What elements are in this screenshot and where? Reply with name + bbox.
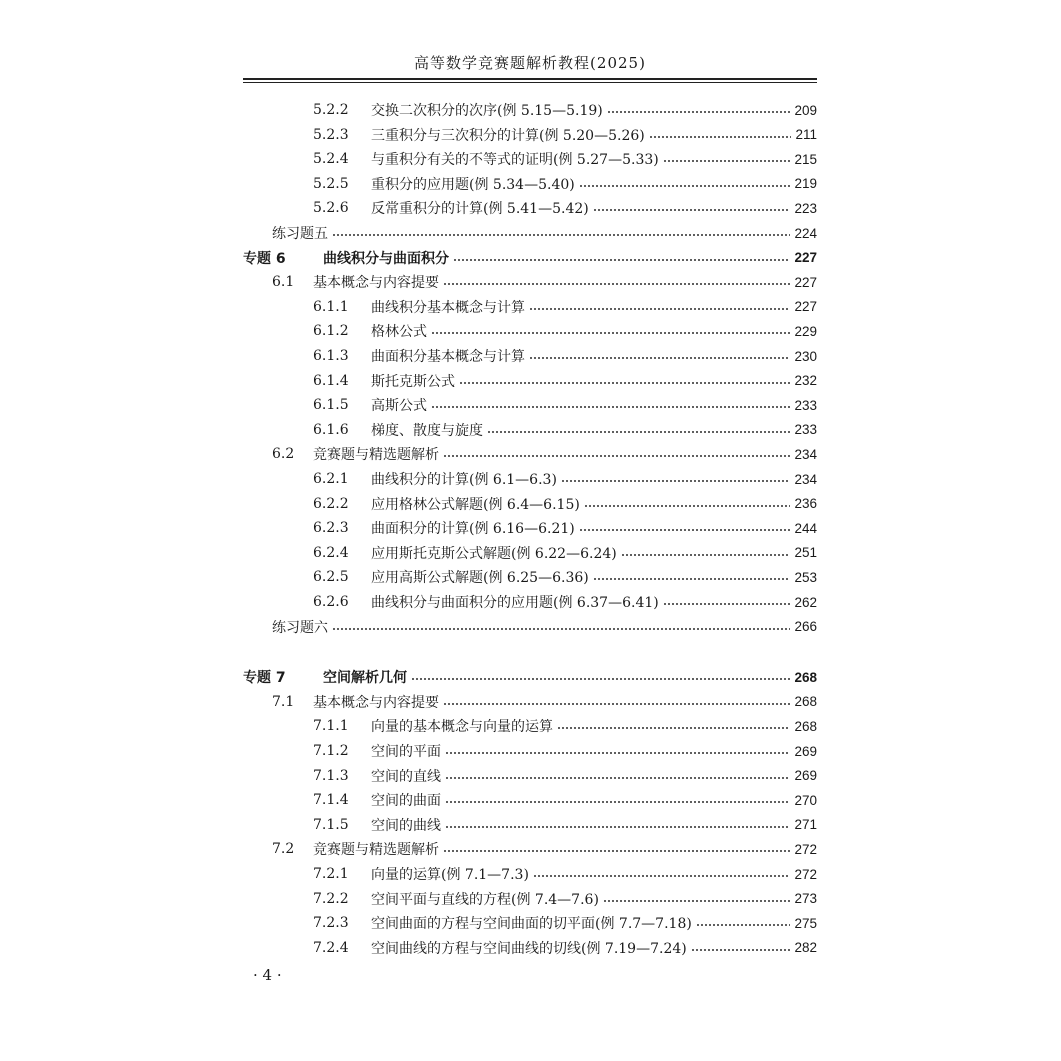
toc-entry-title: 曲线积分的计算(例 6.1—6.3) (371, 472, 557, 488)
toc-entry-title: 练习题五 (272, 226, 328, 242)
toc-entry-title: 空间解析几何 (323, 670, 407, 687)
toc-entry-page: 282 (794, 940, 817, 956)
toc-subsection-entry[interactable] (243, 147, 817, 171)
dot-leader (557, 727, 790, 729)
toc-entry-page: 268 (794, 694, 817, 710)
toc-entry-number: 7.2.2 (313, 890, 349, 907)
toc-entry-title: 格林公式 (371, 324, 427, 341)
dot-leader (453, 259, 790, 261)
running-header-title: 高等数学竞赛题解析教程(2025) (414, 54, 646, 72)
toc-entry-title: 基本概念与内容提要 (313, 694, 439, 711)
toc-entry-page: 209 (794, 102, 817, 118)
toc-entry-title: 反常重积分的计算(例 5.41—5.42) (371, 201, 589, 218)
dot-leader (621, 554, 791, 556)
dot-leader (593, 578, 791, 580)
toc-entry-page: 227 (794, 299, 817, 315)
toc-entry-title: 曲面积分基本概念与计算 (371, 349, 525, 365)
toc-entry-number: 6.2 (272, 446, 295, 463)
dot-leader (443, 703, 790, 705)
toc-entry-title: 应用格林公式解题(例 6.4—6.15) (371, 496, 580, 513)
toc-section-entry[interactable] (243, 690, 817, 714)
toc-entry-page: 262 (794, 594, 817, 610)
toc-subsection-entry[interactable] (243, 887, 817, 911)
toc-entry-page: 269 (794, 768, 817, 784)
toc-entry-number: 5.2.5 (313, 175, 349, 192)
toc-entry-title: 向量的运算(例 7.1—7.3) (371, 867, 529, 883)
toc-entry-number: 6.2.4 (313, 544, 349, 561)
toc-subsection-entry[interactable] (243, 936, 817, 960)
toc-entry-title: 空间曲线的方程与空间曲线的切线(例 7.19—7.24) (371, 940, 687, 957)
toc-entry-number: 7.1.3 (313, 767, 349, 784)
toc-entry-page: 273 (794, 891, 817, 907)
toc-entry-title: 曲面积分的计算(例 6.16—6.21) (371, 521, 575, 538)
dot-leader (663, 603, 791, 605)
toc-entry-page: 275 (794, 915, 817, 931)
dot-leader (579, 529, 791, 531)
toc-entry-number: 7.2.4 (313, 939, 349, 956)
toc-entry-page: 244 (794, 520, 817, 536)
toc-entry-page: 233 (794, 397, 817, 413)
dot-leader (529, 357, 790, 359)
toc-entry-number: 6.1.2 (313, 323, 349, 340)
dot-leader (443, 850, 790, 852)
toc-entry-page: 253 (794, 569, 817, 585)
toc-entry-page: 269 (794, 743, 817, 759)
toc-entry-page: 227 (794, 274, 817, 290)
dot-leader (411, 678, 790, 680)
toc-subsection-entry[interactable] (243, 911, 817, 935)
toc-subsection-entry[interactable] (243, 492, 817, 516)
toc-subsection-entry[interactable] (243, 714, 817, 738)
toc-section-entry[interactable] (243, 442, 817, 466)
toc-entry-number: 7.1.5 (313, 816, 349, 833)
dot-leader (332, 234, 790, 236)
dot-leader (533, 875, 791, 877)
toc-entry-number: 6.2.5 (313, 569, 349, 586)
toc-subsection-entry[interactable] (243, 418, 817, 442)
toc-subsection-entry[interactable] (243, 764, 817, 788)
footer-page-number: · 4 · (253, 966, 282, 984)
dot-leader (691, 949, 791, 951)
toc-entry-number: 6.1.3 (313, 348, 349, 364)
dot-leader (459, 382, 790, 384)
toc-section-entry[interactable] (243, 837, 817, 861)
toc-entry-title: 竞赛题与精选题解析 (313, 842, 439, 859)
toc-entry-page: 268 (794, 718, 817, 734)
toc-entry-number: 7.2 (272, 841, 295, 858)
toc-entry-page: 223 (794, 200, 817, 216)
dot-leader (445, 777, 790, 779)
toc-entry-title: 应用高斯公式解题(例 6.25—6.36) (371, 570, 589, 587)
toc-subsection-entry[interactable] (243, 319, 817, 343)
dot-leader (332, 628, 790, 630)
toc-entry-page: 229 (794, 323, 817, 339)
dot-leader (649, 136, 792, 138)
toc-subsection-entry[interactable] (243, 739, 817, 763)
toc-entry-title: 练习题六 (272, 619, 328, 636)
toc-entry-title: 空间的直线 (371, 768, 441, 785)
toc-entry-number: 7.1 (272, 693, 295, 710)
toc-subsection-entry[interactable] (243, 516, 817, 540)
toc-entry-page: 270 (794, 792, 817, 808)
toc-entry-number: 6.1.1 (313, 298, 349, 315)
toc-entry-number: 6.2.2 (313, 495, 349, 512)
toc-entry-title: 高斯公式 (371, 398, 427, 415)
toc-section-entry[interactable] (243, 270, 817, 294)
toc-subsection-entry[interactable] (243, 590, 817, 614)
toc-entry-title: 三重积分与三次积分的计算(例 5.20—5.26) (371, 127, 645, 144)
toc-entry-title: 梯度、散度与旋度 (371, 422, 483, 439)
toc-entry-number: 7.2.3 (313, 915, 349, 932)
toc-exercise-entry[interactable] (243, 615, 817, 639)
toc-subsection-entry[interactable] (243, 788, 817, 812)
toc-entry-title: 空间的曲线 (371, 817, 441, 834)
toc-entry-title: 空间的曲面 (371, 793, 441, 810)
dot-leader (584, 505, 791, 507)
toc-entry-page: 227 (794, 250, 817, 266)
toc-subsection-entry[interactable] (243, 196, 817, 220)
toc-subsection-entry[interactable] (243, 123, 817, 147)
toc-entry-page: 233 (794, 422, 817, 438)
toc-entry-page: 266 (794, 619, 817, 635)
toc-subsection-entry[interactable] (243, 98, 817, 122)
toc-entry-number: 5.2.2 (313, 102, 349, 118)
toc-entry-number: 7.1.4 (313, 792, 349, 809)
toc-entry-title: 曲线积分与曲面积分的应用题(例 6.37—6.41) (371, 595, 659, 611)
toc-entry-number: 7.2.1 (313, 866, 349, 882)
toc-entry-page: 268 (794, 669, 817, 685)
toc-entry-page: 224 (794, 225, 817, 241)
toc-entry-page: 236 (794, 496, 817, 512)
toc-entry-title: 空间的平面 (371, 744, 441, 760)
toc-entry-title: 空间曲面的方程与空间曲面的切平面(例 7.7—7.18) (371, 916, 692, 933)
dot-leader (561, 480, 791, 482)
header-rule-thin (243, 82, 817, 83)
dot-leader (603, 900, 791, 902)
toc-entry-number: 6.2.1 (313, 471, 349, 487)
toc-entry-page: 234 (794, 446, 817, 462)
toc-entry-page: 271 (794, 817, 817, 833)
toc-topic-entry[interactable] (243, 246, 817, 270)
toc-subsection-entry[interactable] (243, 295, 817, 319)
toc-entry-title: 竞赛题与精选题解析 (313, 447, 439, 464)
toc-entry-number: 专题 7 (243, 670, 286, 687)
toc-entry-number: 5.2.6 (313, 200, 349, 217)
toc-subsection-entry[interactable] (243, 344, 817, 368)
toc-entry-page: 251 (794, 545, 817, 561)
toc-exercise-entry[interactable] (243, 221, 817, 245)
toc-subsection-entry[interactable] (243, 393, 817, 417)
header-rule-thick (243, 78, 817, 80)
toc-entry-page: 272 (794, 866, 817, 882)
dot-leader (431, 332, 790, 334)
toc-subsection-entry[interactable] (243, 565, 817, 589)
toc-entry-page: 211 (795, 127, 817, 143)
toc-entry-title: 应用斯托克斯公式解题(例 6.22—6.24) (371, 545, 617, 562)
toc-entry-number: 6.1.5 (313, 397, 349, 414)
dot-leader (445, 801, 790, 803)
toc-entry-number: 7.1.2 (313, 743, 349, 759)
toc-entry-number: 5.2.4 (313, 151, 349, 168)
toc-entry-page: 232 (794, 373, 817, 389)
dot-leader (443, 455, 790, 457)
toc-entry-title: 空间平面与直线的方程(例 7.4—7.6) (371, 891, 599, 908)
toc-entry-number: 7.1.1 (313, 718, 349, 735)
toc-subsection-entry[interactable] (243, 813, 817, 837)
toc-entry-number: 6.2.6 (313, 594, 349, 610)
toc-entry-title: 曲线积分与曲面积分 (323, 250, 449, 267)
toc-entry-page: 215 (794, 151, 817, 167)
dot-leader (529, 308, 790, 310)
toc-entry-title: 基本概念与内容提要 (313, 275, 439, 292)
toc-entry-title: 斯托克斯公式 (371, 373, 455, 390)
toc-entry-title: 交换二次积分的次序(例 5.15—5.19) (371, 103, 603, 119)
dot-leader (663, 160, 791, 162)
toc-entry-number: 6.1 (272, 274, 295, 291)
dot-leader (579, 185, 791, 187)
dot-leader (431, 406, 790, 408)
toc-entry-number: 专题 6 (243, 250, 286, 267)
dot-leader (443, 283, 790, 285)
toc-entry-number: 6.2.3 (313, 520, 349, 537)
dot-leader (445, 752, 790, 754)
toc-entry-title: 曲线积分基本概念与计算 (371, 299, 525, 316)
dot-leader (445, 826, 790, 828)
toc-entry-title: 与重积分有关的不等式的证明(例 5.27—5.33) (371, 152, 659, 169)
toc-subsection-entry[interactable] (243, 862, 817, 886)
dot-leader (593, 209, 791, 211)
toc-entry-page: 234 (794, 471, 817, 487)
toc-subsection-entry[interactable] (243, 172, 817, 196)
toc-entry-number: 6.1.6 (313, 421, 349, 438)
toc-entry-page: 219 (794, 176, 817, 192)
dot-leader (696, 924, 791, 926)
dot-leader (607, 111, 791, 113)
toc-subsection-entry[interactable] (243, 541, 817, 565)
toc-entry-number: 5.2.3 (313, 126, 349, 143)
toc-entry-title: 重积分的应用题(例 5.34—5.40) (371, 176, 575, 193)
toc-entry-page: 272 (794, 841, 817, 857)
toc-entry-title: 向量的基本概念与向量的运算 (371, 719, 553, 736)
toc-subsection-entry[interactable] (243, 369, 817, 393)
toc-entry-page: 230 (794, 348, 817, 364)
toc-subsection-entry[interactable] (243, 467, 817, 491)
dot-leader (487, 431, 790, 433)
toc-topic-entry[interactable] (243, 665, 817, 689)
toc-entry-number: 6.1.4 (313, 372, 349, 389)
